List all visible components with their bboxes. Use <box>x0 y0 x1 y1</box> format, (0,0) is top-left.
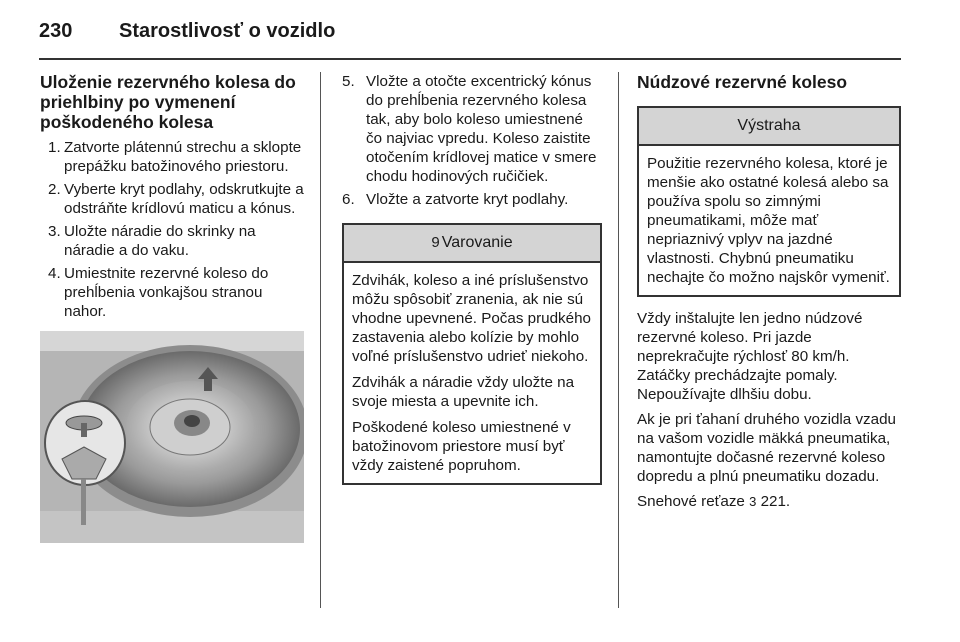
left-column <box>40 72 306 543</box>
caution-box-body <box>639 146 899 295</box>
list-item <box>342 190 602 209</box>
cross-reference <box>637 492 901 511</box>
warning-box-body <box>344 263 600 483</box>
list-item <box>40 180 306 218</box>
step-number: 2. <box>48 181 61 198</box>
list-item <box>40 264 306 321</box>
step-text: Zatvorte plátennú strechu a sklopte prepážku batožinového priestoru. <box>64 139 302 175</box>
step-list <box>40 138 306 321</box>
body-paragraph: Ak je pri ťahaní druhého vozidla vzadu na vašom vozidle mäkká pneumatika, namontujte dočasné rezervné koleso dopredu a plnú pneumatiku dozadu. <box>637 411 896 485</box>
page-arrow-icon: 3 <box>749 494 757 509</box>
warning-box-header <box>344 225 600 263</box>
spare-wheel-illustration <box>40 331 304 543</box>
page-number: 230 <box>39 20 73 42</box>
list-item <box>40 222 306 260</box>
caution-paragraph: Použitie rezervného kolesa, ktoré je menšie ako ostatné kolesá alebo sa používa spolu so zimnými pneumatikami, môže mať nepriaznivý vplyv na jazdné vlastnosti. Chybnú pneumatiku nechajte čo možno najskôr vymeniť. <box>647 155 890 286</box>
warning-paragraph: Zdvihák a náradie vždy uložte na svoje miesta a upevnite ich. <box>352 374 575 410</box>
warning-title: Varovanie <box>441 234 513 251</box>
step-text: Vložte a otočte excentrický kónus do prehĺbenia rezervného kolesa tak, aby bolo koleso umiestnené čo najviac vpredu. Koleso zaistite otočením krídlovej matice v smere chodu hodinových ručičiek. <box>366 73 597 185</box>
right-column <box>637 72 901 517</box>
step-number: 3. <box>48 223 61 240</box>
caution-box-header: Výstraha <box>639 108 899 146</box>
list-item <box>40 138 306 176</box>
middle-column <box>342 72 602 485</box>
step-number: 6. <box>342 191 355 208</box>
step-text: Uložte náradie do skrinky na náradie a do vaku. <box>64 223 256 259</box>
page-header <box>39 16 919 52</box>
warning-box <box>342 223 602 485</box>
section-heading: Uloženie rezervného kolesa do priehlbiny po vymenení poškodeného kolesa <box>40 72 296 132</box>
header-rule <box>39 58 901 60</box>
page-title: Starostlivosť o vozidlo <box>119 20 336 42</box>
step-number: 4. <box>48 265 61 282</box>
section-heading: Núdzové rezervné koleso <box>637 72 848 92</box>
caution-box <box>637 106 901 297</box>
step-text: Vyberte kryt podlahy, odskrutkujte a odstráňte krídlovú maticu a kónus. <box>64 181 304 217</box>
cross-reference-page: 221. <box>760 493 791 510</box>
step-list <box>342 72 602 209</box>
cross-reference-text: Snehové reťaze <box>637 493 745 510</box>
warning-paragraph: Poškodené koleso umiestnené v batožinovom priestore musí byť vždy zaistené popruhom. <box>352 419 571 474</box>
warning-icon: 9 <box>431 234 440 251</box>
warning-paragraph: Zdvihák, koleso a iné príslušenstvo môžu spôsobiť zranenia, ak nie sú vhodne upevnené. Počas prudkého zastavenia alebo kolízie by mohlo voľné príslušenstvo udrieť niekoho. <box>352 272 591 365</box>
list-item <box>342 72 602 186</box>
column-divider <box>320 72 321 608</box>
step-number: 1. <box>48 139 61 156</box>
step-number: 5. <box>342 73 355 90</box>
column-divider <box>618 72 619 608</box>
body-paragraph: Vždy inštalujte len jedno núdzové rezervné koleso. Pri jazde neprekračujte rýchlosť 80 km/h. Zatáčky prechádzajte pomaly. Nepoužívajte dlhšiu dobu. <box>637 310 863 403</box>
step-text: Umiestnite rezervné koleso do prehĺbenia vonkajšou stranou nahor. <box>64 265 269 320</box>
step-text: Vložte a zatvorte kryt podlahy. <box>366 191 569 208</box>
